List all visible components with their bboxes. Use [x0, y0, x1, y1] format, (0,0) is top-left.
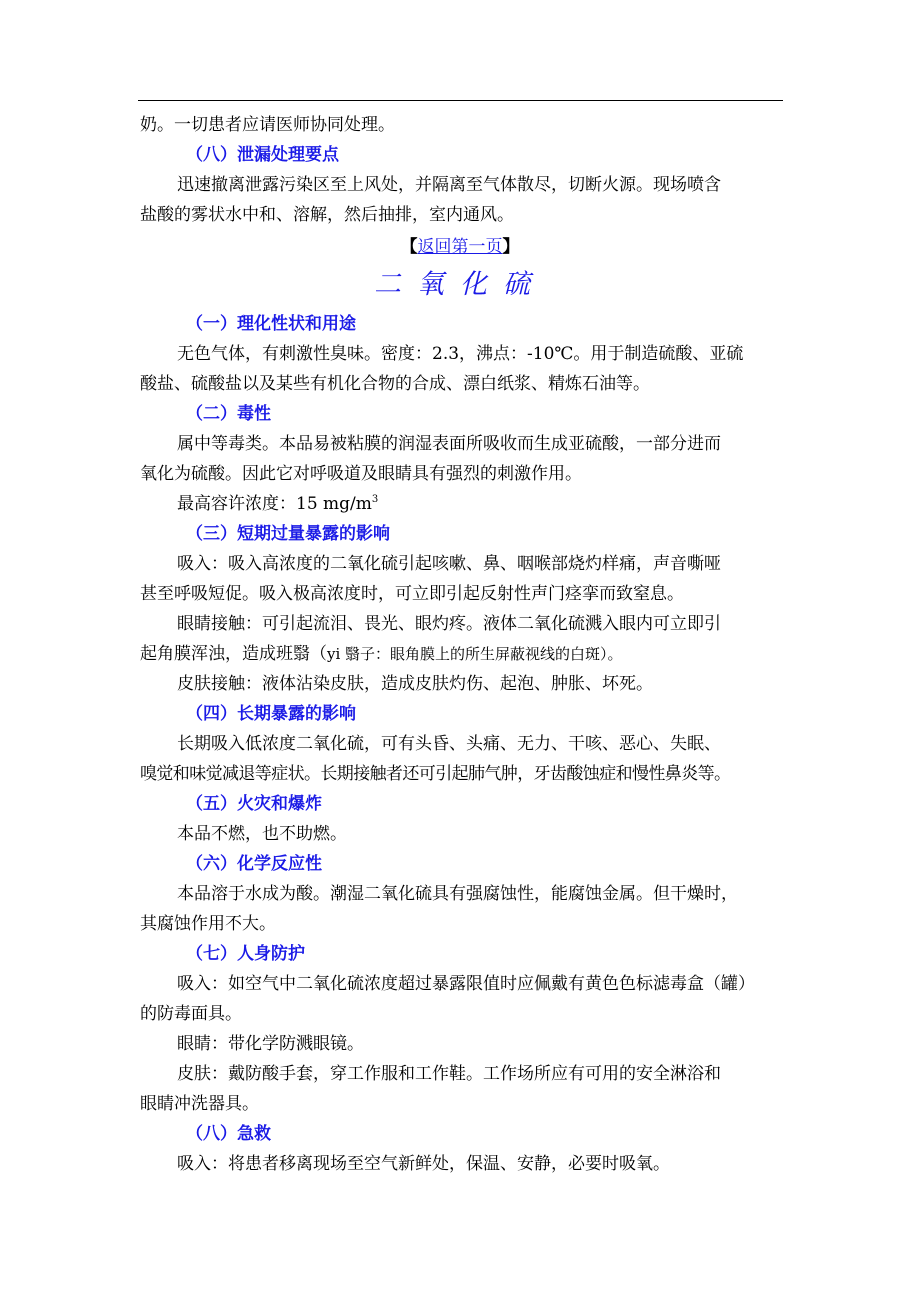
header-rule — [138, 100, 783, 101]
bracket-open: 【 — [400, 237, 418, 257]
paragraph-line: 酸盐、硫酸盐以及某些有机化合物的合成、漂白纸浆、精炼石油等。 — [140, 374, 650, 394]
annotation-span: yi 翳子：眼角膜上的所生屏蔽视线的白斑）。 — [327, 645, 623, 663]
paragraph-line: 本品不燃，也不助燃。 — [177, 824, 347, 844]
paragraph-line: 本品溶于水成为酸。潮湿二氧化硫具有强腐蚀性，能腐蚀金属。但干燥时， — [177, 884, 738, 904]
paragraph-line — [140, 643, 785, 665]
paragraph-line: 眼睛冲洗器具。 — [140, 1094, 259, 1114]
paragraph-line: 奶。一切患者应请医师协同处理。 — [140, 115, 395, 135]
section-heading-2: （二）毒性 — [186, 404, 271, 424]
paragraph-line: 盐酸的雾状水中和、溶解，然后抽排，室内通风。 — [140, 205, 514, 225]
paragraph-line: 的防毒面具。 — [140, 1004, 242, 1024]
section-heading-1: （一）理化性状和用途 — [186, 314, 356, 334]
paragraph-line: 属中等毒类。本品易被粘膜的润湿表面所吸收而生成亚硫酸，一部分进而 — [177, 434, 721, 454]
paragraph-line: 氧化为硫酸。因此它对呼吸道及眼睛具有强烈的刺激作用。 — [140, 464, 582, 484]
section-heading-6: （六）化学反应性 — [186, 854, 322, 874]
bracket-close: 】 — [502, 237, 520, 257]
paragraph-line — [177, 493, 782, 515]
return-link-row — [0, 236, 920, 258]
section-heading-3: （三）短期过量暴露的影响 — [186, 524, 390, 544]
paragraph-line: 无色气体，有刺激性臭味。密度：2.3，沸点：-10℃。用于制造硫酸、亚硫 — [177, 344, 744, 364]
page-title: 二氧化硫 — [374, 269, 546, 300]
section-heading-8: （八）急救 — [186, 1124, 271, 1144]
section-heading-7: （七）人身防护 — [186, 944, 305, 964]
paragraph-line: 长期吸入低浓度二氧化硫，可有头昏、头痛、无力、干咳、恶心、失眠、 — [177, 734, 721, 754]
paragraph-line: 眼睛：带化学防溅眼镜。 — [177, 1034, 364, 1054]
paragraph-line: 吸入：将患者移离现场至空气新鲜处，保温、安静，必要时吸氧。 — [177, 1154, 670, 1174]
text-span: 起角膜浑浊，造成班翳（ — [140, 644, 327, 664]
paragraph-line: 迅速撤离泄露污染区至上风处，并隔离至气体散尽，切断火源。现场喷含 — [177, 175, 721, 195]
paragraph-line: 吸入：如空气中二氧化硫浓度超过暴露限值时应佩戴有黄色色标滤毒盒（罐） — [177, 974, 755, 994]
section-heading-leak: （八）泄漏处理要点 — [186, 145, 339, 165]
section-heading-5: （五）火灾和爆炸 — [186, 794, 322, 814]
paragraph-line: 嗅觉和味觉减退等症状。长期接触者还可引起肺气肿，牙齿酸蚀症和慢性鼻炎等。 — [140, 764, 731, 784]
paragraph-line: 吸入：吸入高浓度的二氧化硫引起咳嗽、鼻、咽喉部烧灼样痛，声音嘶哑 — [177, 554, 721, 574]
paragraph-line: 皮肤：戴防酸手套，穿工作服和工作鞋。工作场所应有可用的安全淋浴和 — [177, 1064, 721, 1084]
max-concentration-text: 最高容许浓度：15 mg/m — [177, 494, 372, 514]
superscript: 3 — [371, 494, 379, 505]
paragraph-line: 眼睛接触：可引起流泪、畏光、眼灼疼。液体二氧化硫溅入眼内可立即引 — [177, 614, 721, 634]
paragraph-line: 皮肤接触：液体沾染皮肤，造成皮肤灼伤、起泡、肿胀、坏死。 — [177, 674, 653, 694]
paragraph-line: 甚至呼吸短促。吸入极高浓度时，可立即引起反射性声门痉挛而致窒息。 — [140, 584, 684, 604]
section-heading-4: （四）长期暴露的影响 — [186, 704, 356, 724]
paragraph-line: 其腐蚀作用不大。 — [140, 914, 276, 934]
return-first-page-link[interactable]: 返回第一页 — [417, 237, 503, 257]
